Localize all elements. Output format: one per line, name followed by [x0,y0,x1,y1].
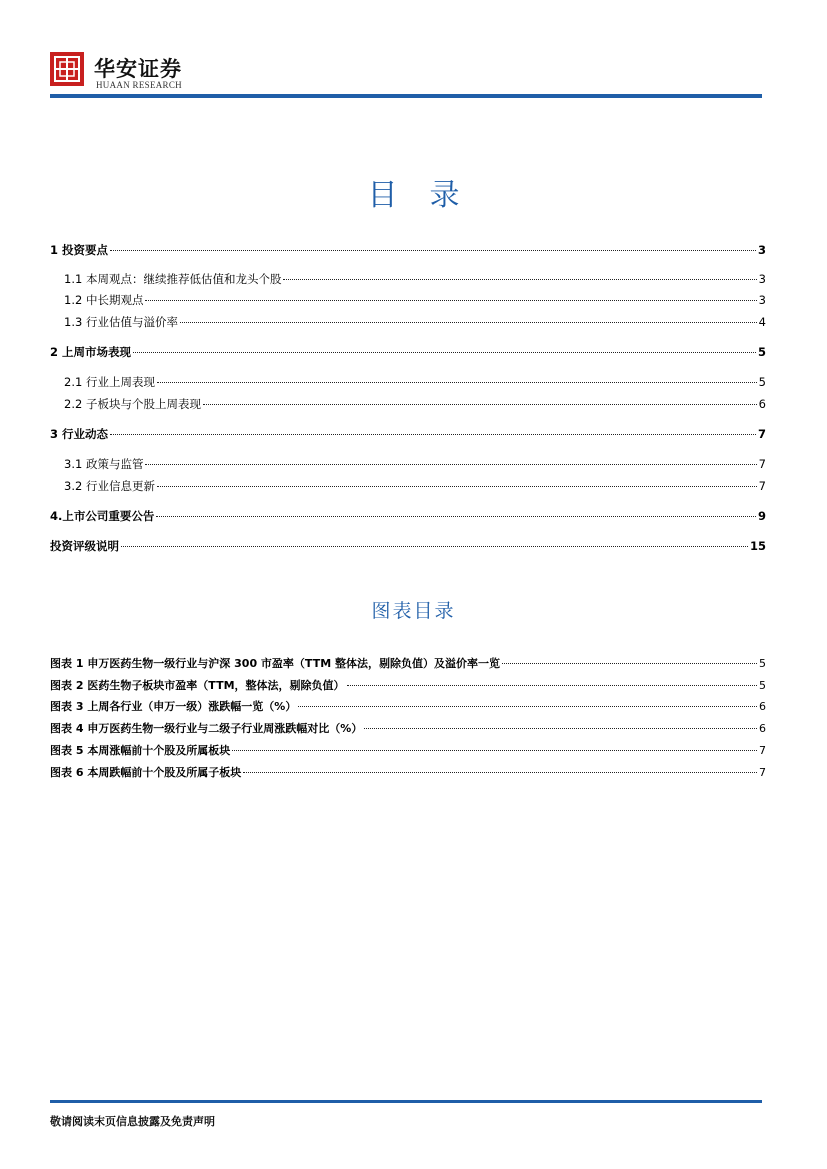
page-title: 目录 [367,178,492,213]
toc-entry[interactable] [64,292,766,308]
dot-leader [243,772,757,773]
toc-entry-label: 2.2 子板块与个股上周表现 [64,397,201,411]
toc-entry-page: 9 [757,509,766,523]
figure-entry-page: 7 [759,744,766,757]
toc-entry[interactable] [50,508,766,524]
toc-entry-page: 15 [749,539,766,553]
toc-entry-page: 6 [758,397,766,411]
dot-leader [157,486,757,487]
dot-leader [203,404,757,405]
figure-entry-page: 6 [759,700,766,713]
figure-entry[interactable] [50,720,766,736]
header-divider [50,94,762,98]
toc-entry-label: 1.2 中长期观点 [64,293,144,307]
figure-entry[interactable] [50,677,766,693]
figure-entry-page: 6 [759,722,766,735]
figure-entry[interactable] [50,764,766,780]
dot-leader [502,663,757,664]
dot-leader [121,546,748,547]
toc-entry-page: 4 [758,315,766,329]
figure-entry-label: 图表 6 本周跌幅前十个股及所属子板块 [50,766,242,779]
toc-entry[interactable] [64,396,766,412]
brand-name-cn: 华安证券 [94,56,182,81]
footer-disclaimer: 敬请阅读末页信息披露及免责声明 [50,1115,215,1128]
dot-leader [110,434,756,435]
toc-entry-label: 1.1 本周观点：继续推荐低估值和龙头个股 [64,272,282,286]
toc-entry-label: 3 行业动态 [50,427,109,441]
dot-leader [283,279,756,280]
figure-entry[interactable] [50,742,766,758]
toc-entry[interactable] [64,271,766,287]
dot-leader [364,728,757,729]
dot-leader [145,300,756,301]
toc-entry-label: 1 投资要点 [50,243,109,257]
toc-entry-page: 5 [757,345,766,359]
figure-entry-page: 5 [759,657,766,670]
brand-name-en: HUAAN RESEARCH [96,80,182,90]
dot-leader [133,352,756,353]
toc-entry-label: 4.上市公司重要公告 [50,509,155,523]
toc-entry-page: 7 [758,479,766,493]
toc-entry-page: 5 [758,375,766,389]
dot-leader [347,685,757,686]
figure-entry[interactable] [50,655,766,671]
toc-entry-page: 3 [757,243,766,257]
toc-entry[interactable] [50,344,766,360]
dot-leader [232,750,757,751]
toc-entry-page: 3 [758,293,766,307]
toc-entry-label: 1.3 行业估值与溢价率 [64,315,178,329]
figure-entry-label: 图表 2 医药生物子板块市盈率（TTM，整体法，剔除负值） [50,679,345,692]
figure-entry-label: 图表 1 申万医药生物一级行业与沪深 300 市盈率（TTM 整体法，剔除负值）及溢价率一览 [50,657,500,670]
dot-leader [145,464,756,465]
figure-entry-page: 5 [759,679,766,692]
dot-leader [298,706,757,707]
figure-entry-label: 图表 5 本周涨幅前十个股及所属板块 [50,744,231,757]
page-header [50,47,762,97]
dot-leader [156,516,756,517]
figure-entry-label: 图表 3 上周各行业（申万一级）涨跌幅一览（%） [50,700,297,713]
toc-entry-page: 7 [757,427,766,441]
dot-leader [157,382,757,383]
toc-entry-page: 3 [758,272,766,286]
toc-entry-label: 3.1 政策与监管 [64,457,144,471]
toc-entry[interactable] [50,426,766,442]
toc-entry[interactable] [64,456,766,472]
figure-entry[interactable] [50,698,766,714]
huaan-logo-icon [50,52,84,86]
toc-entry-label: 3.2 行业信息更新 [64,479,155,493]
dot-leader [180,322,757,323]
figure-entry-label: 图表 4 申万医药生物一级行业与二级子行业周涨跌幅对比（%） [50,722,363,735]
footer-divider [50,1100,762,1103]
toc-entry-label: 2 上周市场表现 [50,345,132,359]
figures-title: 图表目录 [371,600,456,622]
toc-entry-label: 2.1 行业上周表现 [64,375,155,389]
toc-entry[interactable] [64,314,766,330]
figure-entry-page: 7 [759,766,766,779]
toc-entry[interactable] [50,242,766,258]
toc-entry-page: 7 [758,457,766,471]
toc-entry[interactable] [64,478,766,494]
dot-leader [110,250,756,251]
toc-entry[interactable] [64,374,766,390]
toc-entry-label: 投资评级说明 [50,539,119,553]
toc-entry[interactable] [50,538,766,554]
